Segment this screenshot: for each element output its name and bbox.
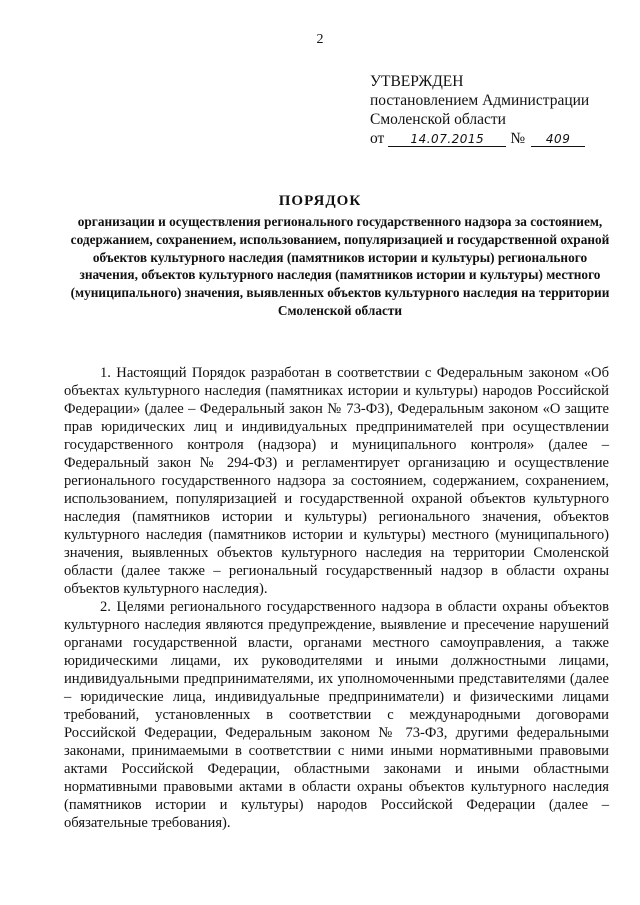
approval-number-value: 409: [531, 133, 585, 147]
page-number: 2: [316, 32, 324, 47]
approval-stamp: [370, 72, 620, 148]
document-subtitle: организации и осуществления регионального государственного надзора за состоянием, содержанием, сохранением, использованием, популяризацией и государственной охраной объектов культурного наследия (памятников истории и культуры) регионального значения, объектов культурного наследия (памятников истории и культуры) местного (муниципального) значения, выявленных объектов культурного наследия на территории Смоленской области: [70, 214, 610, 318]
approval-number-sign: №: [510, 130, 526, 147]
approval-heading: УТВЕРЖДЕН: [370, 73, 464, 90]
document-title: ПОРЯДОК: [278, 193, 362, 209]
paragraph-1: 1. Настоящий Порядок разработан в соответствии с Федеральным законом «Об объектах культурного наследия (памятниках истории и культуры) народов Российской Федерации» (далее – Федеральный закон № 73-ФЗ), Федеральным законом «О защите прав юридических лиц и индивидуальных предпринимателей при осуществлении государственного контроля (надзора) и муниципального контроля» (далее – Федеральный закон № 294-ФЗ) и регламентирует организацию и осуществление регионального государственного надзора за состоянием, содержанием, сохранением, использованием, популяризацией и государственной охраной объектов культурного наследия (памятников истории и культуры) регионального значения, объектов культурного наследия (памятников истории и культуры) местного (муниципального) значения, выявленных объектов культурного наследия на территории Смоленской области (далее также – региональный государственный надзор в области охраны объектов культурного наследия).: [64, 365, 609, 597]
approval-date-prefix: от: [370, 130, 385, 147]
document-body: [64, 364, 609, 832]
approval-date-value: 14.07.2015: [388, 133, 506, 147]
approval-region: Смоленской области: [370, 111, 506, 128]
paragraph-2: 2. Целями регионального государственного надзора в области охраны объектов культурного наследия являются предупреждение, выявление и пресечение нарушений органами государственной власти, органами местного самоуправления, а также юридическими лицами, их руководителями и иными должностными лицами, индивидуальными предпринимателями, их уполномоченными представителями (далее – юридические лица, индивидуальные предприниматели) и физическими лицами требований, установленных в соответствии с международными договорами Российской Федерации, Федеральным законом № 73-ФЗ, другими федеральными законами, принимаемыми в соответствии с ними иными нормативными правовыми актами Российской Федерации, областными законами и иными областными нормативными правовыми актами в области охраны объектов культурного наследия (памятников истории и культуры) народов Российской Федерации (далее – обязательные требования).: [64, 599, 609, 831]
approval-date-line: [370, 129, 620, 148]
approval-authority: постановлением Администрации: [370, 92, 590, 109]
